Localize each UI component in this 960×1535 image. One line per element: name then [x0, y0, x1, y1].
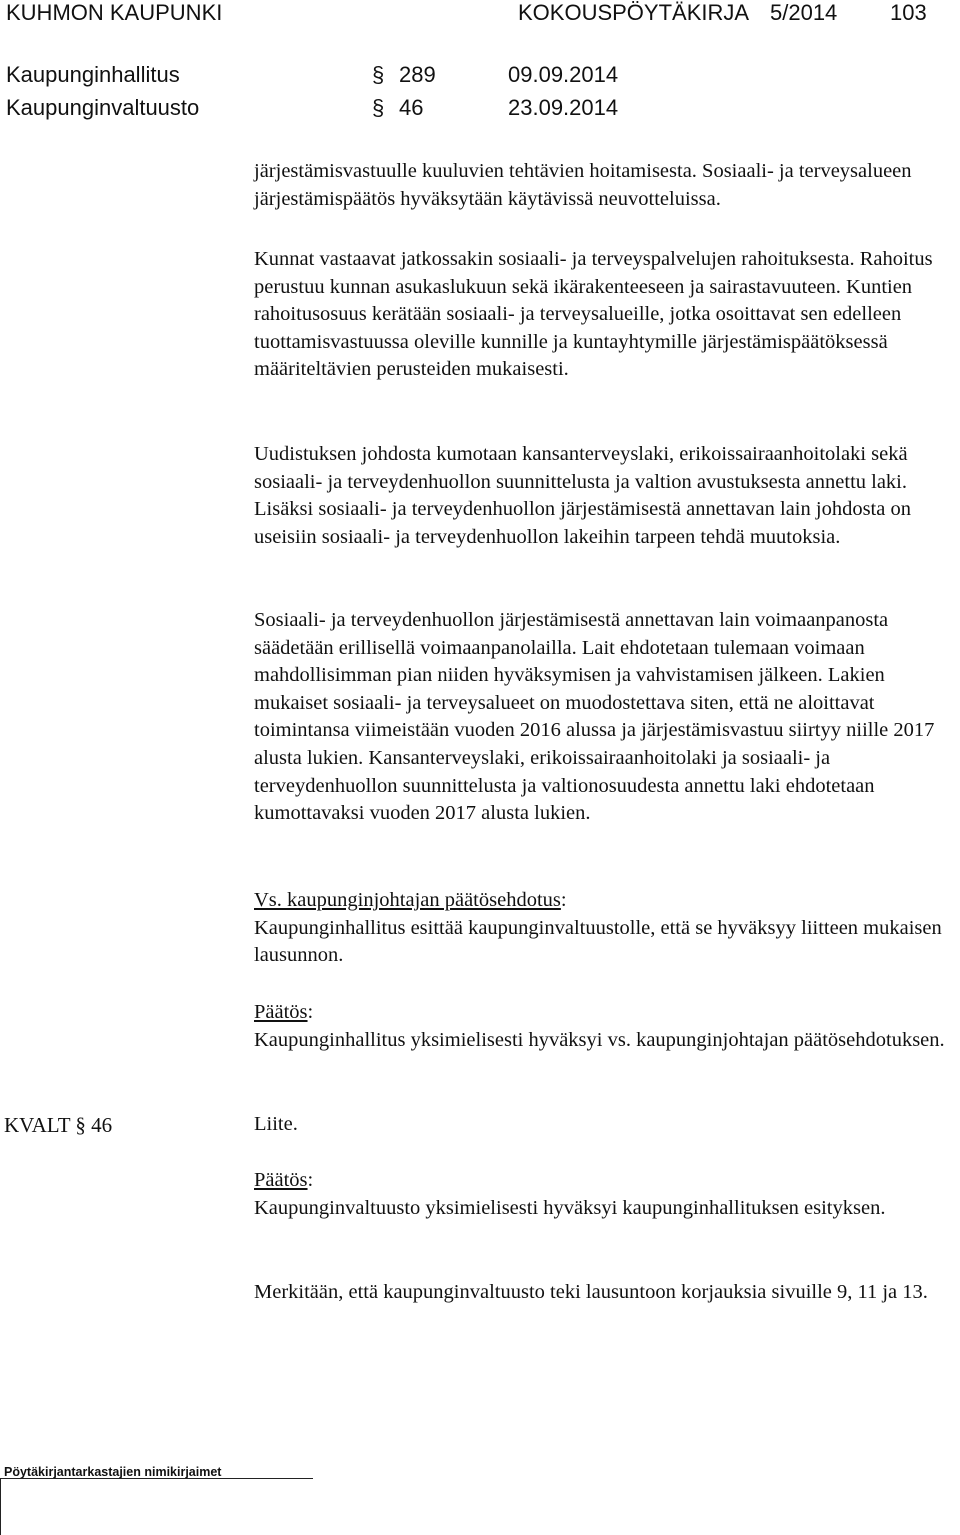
proposal-heading: Vs. kaupunginjohtajan päätösehdotus — [254, 889, 561, 911]
meeting-date: 23.09.2014 — [508, 95, 619, 120]
meeting-body: Kaupunginvaltuusto — [6, 95, 200, 120]
body-paragraph: järjestämisvastuulle kuuluvien tehtävien hoitamisesta. Sosiaali- ja terveysalueen järjestämispäätös hyväksytään käytävissä neuvotteluissa. — [254, 160, 912, 210]
footer-label: Pöytäkirjantarkastajien nimikirjaimet — [4, 1465, 222, 1479]
proposal-text: Kaupunginhallitus esittää kaupunginvaltuustolle, että se hyväksyy liitteen mukaisen lausunnon. — [254, 916, 942, 967]
meeting-section-number: 46 — [399, 95, 424, 120]
body-paragraph: Uudistuksen johdosta kumotaan kansanterveyslaki, erikoissairaanhoitolaki sekä sosiaali- ja terveydenhuollon suunnittelusta ja valtion avustuksesta annettu laki. Lisäksi sosiaali- ja terveydenhuollon järjestämisestä annettavan lain johdosta on useisiin sosiaali- ja terveydenhuollon lakeihin tarpeen tehdä muutoksia. — [254, 443, 911, 548]
decision-heading: Päätös — [254, 1001, 308, 1023]
body-paragraph: Kunnat vastaavat jatkossakin sosiaali- ja terveyspalvelujen rahoituksesta. Rahoitus perustuu kunnan asukaslukuun sekä ikärakenteeseen ja sairastavuuteen. Kuntien rahoitusosuus kerätään sosiaali- ja terveysalueille, jotka osoittavat sen edelleen tuottamisvastuussa oleville kunnille ja kuntayhtymille järjestämispäätöksessä määriteltävien perusteiden mukaisesti. — [254, 248, 933, 381]
note-paragraph: Merkitään, että kaupunginvaltuusto teki lausuntoon korjauksia sivuille 9, 11 ja 13. — [254, 1281, 928, 1303]
section-sign-icon: § — [372, 62, 385, 87]
decision-section: Päätös: Kaupunginhallitus yksimielisesti hyväksyi vs. kaupunginjohtajan päätösehdotuksen. — [254, 999, 958, 1054]
document-type: KOKOUSPÖYTÄKIRJA — [518, 0, 750, 25]
section-sign-icon: § — [75, 1113, 86, 1137]
body-paragraph: Sosiaali- ja terveydenhuollon järjestämisestä annettavan lain voimaanpanosta säädetään erillisellä voimaanpanolailla. Lait ehdotetaan tulemaan voimaan mahdollisimman pian niiden hyväksymisen ja vahvistamisen jälkeen. Lakien mukaiset sosiaali- ja terveysalueet on muodostettava siten, että ne aloittavat toimintansa viimeistään vuoden 2016 alussa ja järjestämisvastuu siirtyy niille 2017 alusta lukien. Kansanterveyslaki, erikoissairaanhoitolaki ja sosiaali- ja terveydenhuollon suunnittelusta ja valtionosuudesta annettu laki ehdotetaan kumottavaksi vuoden 2017 alusta lukien. — [254, 609, 935, 825]
decision-section: Päätös: Kaupunginvaltuusto yksimielisesti hyväksyi kaupunginhallituksen esityksen. — [254, 1167, 958, 1222]
decision-heading: Päätös — [254, 1169, 308, 1191]
meeting-body: Kaupunginhallitus — [6, 62, 180, 87]
section-sign-icon: § — [372, 95, 385, 120]
initials-box — [0, 1478, 1, 1535]
proposal-section: Vs. kaupunginjohtajan päätösehdotus: Kaupunginhallitus esittää kaupunginvaltuustolle, että se hyväksyy liitteen mukaisen lausunnon. — [254, 887, 958, 970]
page-number: 103 — [890, 0, 927, 25]
decision-text: Kaupunginhallitus yksimielisesti hyväksyi vs. kaupunginjohtajan päätösehdotuksen. — [254, 1028, 945, 1051]
decision-text: Kaupunginvaltuusto yksimielisesti hyväksyi kaupunginhallituksen esityksen. — [254, 1196, 886, 1219]
meeting-date: 09.09.2014 — [508, 62, 619, 87]
attachment-label: Liite. — [254, 1113, 298, 1135]
meeting-section-number: 289 — [399, 62, 436, 87]
city-name: KUHMON KAUPUNKI — [6, 0, 223, 25]
kvalt-label: KVALT § 46 — [4, 1113, 113, 1137]
issue-number: 5/2014 — [770, 0, 838, 25]
footer-divider — [0, 1478, 313, 1479]
